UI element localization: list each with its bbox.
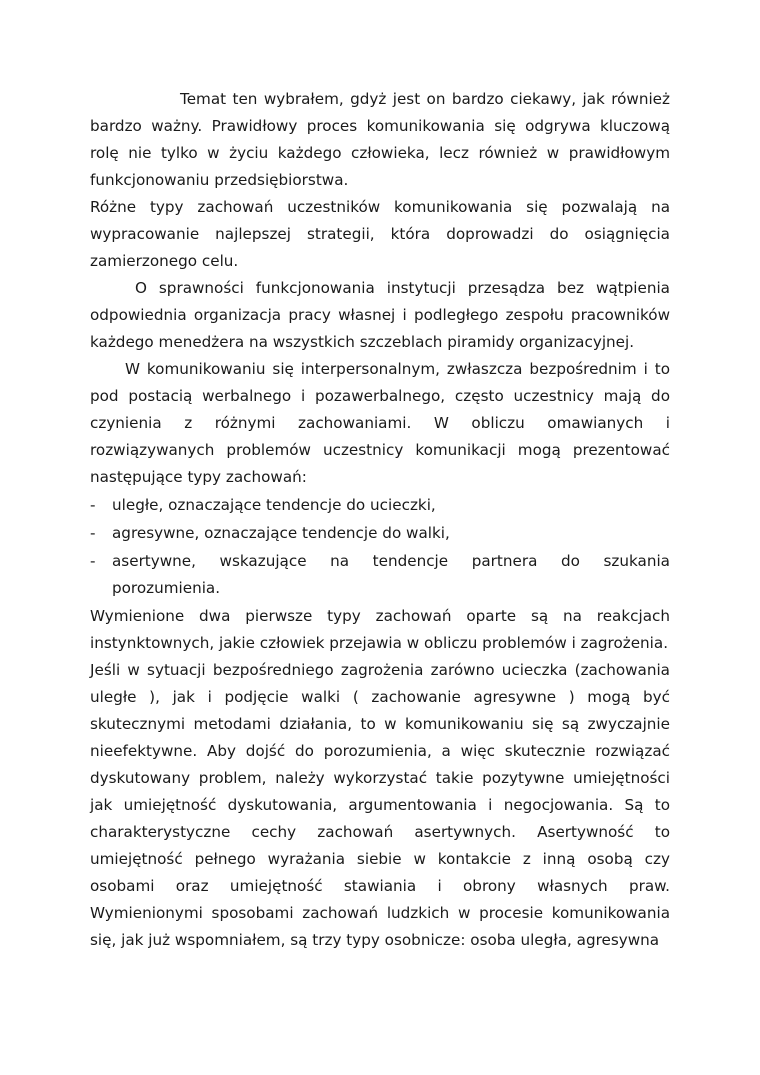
list-dash: - — [90, 496, 96, 514]
paragraph-institution-efficiency: O sprawności funkcjonowania instytucji przesądza bez wątpienia odpowiednia organizacja pracy własnej i podległego zespołu pracowników każdego menedżera na wszystkich szczeblach piramidy organizacyjnej. — [90, 279, 670, 351]
list-item-text: agresywne, oznaczające tendencje do walki, — [112, 524, 450, 542]
list-dash: - — [90, 524, 96, 542]
paragraph-interpersonal-communication: W komunikowaniu się interpersonalnym, zwłaszcza bezpośrednim i to pod postacią werbalnego i pozawerbalnego, często uczestnicy mają do czynienia z różnymi zachowaniami. W obliczu omawianych i rozwiązywanych problemów uczestnicy komunikacji mogą prezentować następujące typy zachowań: — [90, 360, 670, 486]
paragraph-intro: Temat ten wybrałem, gdyż jest on bardzo ciekawy, jak również bardzo ważny. Prawidłowy proces komunikowania się odgrywa kluczową rolę nie tylko w życiu każdego człowieka, lecz również w prawidłowym funkcjonowaniu przedsiębiorstwa. — [90, 90, 670, 189]
list-item — [90, 520, 670, 547]
list-item — [90, 492, 670, 519]
paragraph-instinctive-reactions: Wymienione dwa pierwsze typy zachowań oparte są na reakcjach instynktownych, jakie człowiek przejawia w obliczu problemów i zagrożenia. — [90, 607, 670, 652]
behavior-list — [90, 492, 670, 602]
list-item — [90, 548, 670, 602]
list-dash: - — [90, 552, 96, 570]
paragraph-behavior-types: Różne typy zachowań uczestników komunikowania się pozwalają na wypracowanie najlepszej strategii, która doprowadzi do osiągnięcia zamierzonego celu. — [90, 198, 670, 270]
list-item-text: uległe, oznaczające tendencje do ucieczki, — [112, 496, 436, 514]
list-item-text: asertywne, wskazujące na tendencje partnera do szukania porozumienia. — [112, 552, 670, 597]
paragraph-assertiveness: Jeśli w sytuacji bezpośredniego zagrożenia zarówno ucieczka (zachowania uległe ), jak i podjęcie walki ( zachowanie agresywne ) mogą być skutecznymi metodami działania, to w komunikowaniu się są zwyczajnie nieefektywne. Aby dojść do porozumienia, a więc skutecznie rozwiązać dyskutowany problem, należy wykorzystać takie pozytywne umiejętności jak umiejętność dyskutowania, argumentowania i negocjowania. Są to charakterystyczne cechy zachowań asertywnych. Asertywność to umiejętność pełnego wyrażania siebie w kontakcie z inną osobą czy osobami oraz umiejętność stawiania i obrony własnych praw. Wymienionymi sposobami zachowań ludzkich w procesie komunikowania się, jak już wspomniałem, są trzy typy osobnicze: osoba uległa, agresywna — [90, 661, 670, 949]
document-page — [90, 86, 670, 954]
